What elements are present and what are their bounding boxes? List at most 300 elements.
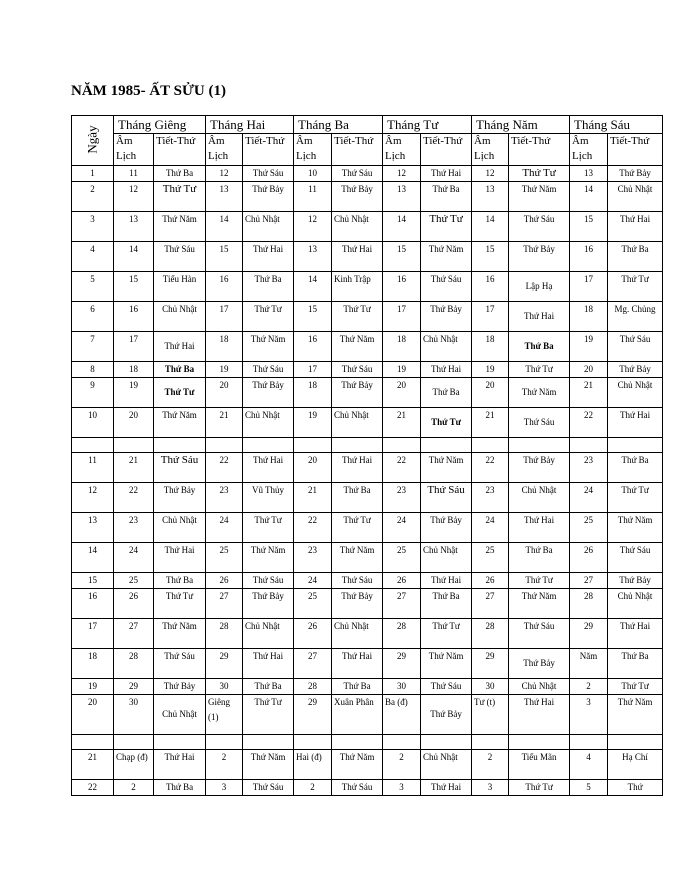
empty-cell (72, 438, 114, 453)
weekday-cell: Thứ Ba (421, 182, 472, 212)
empty-cell (570, 735, 608, 750)
lunar-date-cell: 25 (383, 543, 421, 573)
lunar-date-cell: 28 (472, 619, 509, 649)
lunar-date-cell: 22 (206, 453, 243, 483)
day-cell: 19 (72, 679, 114, 695)
weekday-cell: Thứ Sáu (154, 649, 206, 679)
weekday-cell: Thứ Tư (509, 573, 570, 589)
lunar-date-cell: 21 (114, 453, 154, 483)
lunar-date-cell: 14 (114, 242, 154, 272)
lunar-date-cell: 17 (294, 362, 332, 378)
lunar-date-cell: Tư (t) (472, 695, 509, 735)
lunar-date-cell: 15 (114, 272, 154, 302)
weekday-cell: Chủ Nhật (154, 513, 206, 543)
day-cell: 8 (72, 362, 114, 378)
weekday-cell: Thứ Tư (509, 166, 570, 182)
weekday-cell: Thứ (608, 780, 663, 796)
weekday-cell: Tiểu Hàn (154, 272, 206, 302)
weekday-cell: Thứ Bảy (243, 182, 294, 212)
empty-cell (154, 735, 206, 750)
weekday-cell: Thứ Hai (421, 573, 472, 589)
weekday-cell: Thứ Ba (421, 589, 472, 619)
table-row (72, 619, 663, 649)
weekday-cell: Thứ Hai (243, 453, 294, 483)
weekday-cell: Thứ Ba (154, 780, 206, 796)
day-cell: 10 (72, 408, 114, 438)
lunar-date-cell: 10 (294, 166, 332, 182)
weekday-cell: Thứ Bảy (608, 166, 663, 182)
day-cell: 4 (72, 242, 114, 272)
lunar-date-cell: 19 (570, 332, 608, 362)
empty-cell (114, 438, 154, 453)
weekday-cell: Xuân Phân (332, 695, 383, 735)
lunar-date-cell: 28 (206, 619, 243, 649)
weekday-cell: Thứ Tư (608, 483, 663, 513)
month-header: Tháng Năm (472, 116, 570, 134)
lunar-date-cell: 11 (294, 182, 332, 212)
lunar-date-cell: 2 (114, 780, 154, 796)
weekday-cell: Thứ Bảy (332, 589, 383, 619)
lunar-date-cell: 30 (114, 695, 154, 735)
lunar-date-cell: 16 (114, 302, 154, 332)
lunar-date-cell: 17 (570, 272, 608, 302)
weekday-cell: Thứ Sáu (421, 483, 472, 513)
weekday-cell: Thứ Bảy (332, 378, 383, 408)
weekday-cell: Chủ Nhật (421, 543, 472, 573)
empty-cell (509, 438, 570, 453)
table-row (72, 272, 663, 302)
lunar-date-cell: 13 (206, 182, 243, 212)
lunar-calendar-table (71, 115, 663, 796)
table-row (72, 212, 663, 242)
lunar-date-cell: 24 (570, 483, 608, 513)
table-row (72, 649, 663, 679)
weekday-cell: Thứ Năm (509, 182, 570, 212)
lunar-date-cell: 19 (472, 362, 509, 378)
empty-cell (608, 735, 663, 750)
lunar-date-cell: 24 (206, 513, 243, 543)
day-cell: 3 (72, 212, 114, 242)
table-row (72, 750, 663, 780)
table-row (72, 182, 663, 212)
weekday-cell: Thứ Năm (608, 513, 663, 543)
weekday-cell: Thứ Năm (608, 695, 663, 735)
weekday-cell: Mg. Chủng (608, 302, 663, 332)
weekday-cell: Thứ Sáu (608, 332, 663, 362)
empty-cell (509, 735, 570, 750)
weekday-cell: Thứ Tư (243, 302, 294, 332)
am-lich-header: Âm Lịch (206, 134, 243, 166)
lunar-date-cell: 30 (472, 679, 509, 695)
lunar-date-cell: 20 (472, 378, 509, 408)
lunar-date-cell: 24 (294, 573, 332, 589)
weekday-cell: Thứ Ba (154, 362, 206, 378)
lunar-date-cell: 27 (472, 589, 509, 619)
empty-cell (243, 735, 294, 750)
lunar-date-cell: 28 (383, 619, 421, 649)
empty-cell (332, 438, 383, 453)
lunar-date-cell: 21 (383, 408, 421, 438)
lunar-date-cell: 13 (114, 212, 154, 242)
weekday-cell: Thứ Ba (421, 378, 472, 408)
weekday-cell: Chủ Nhật (608, 378, 663, 408)
table-row (72, 483, 663, 513)
lunar-date-cell: 28 (114, 649, 154, 679)
day-cell: 9 (72, 378, 114, 408)
weekday-cell: Chủ Nhật (243, 212, 294, 242)
weekday-cell: Thứ Ba (608, 649, 663, 679)
lunar-date-cell: 15 (383, 242, 421, 272)
lunar-date-cell: 13 (383, 182, 421, 212)
day-cell: 2 (72, 182, 114, 212)
weekday-cell: Thứ Năm (154, 408, 206, 438)
weekday-cell: Thứ Hai (332, 453, 383, 483)
table-row (72, 573, 663, 589)
table-row (72, 543, 663, 573)
lunar-date-cell: 12 (114, 182, 154, 212)
lunar-date-cell: 29 (383, 649, 421, 679)
lunar-date-cell: 17 (206, 302, 243, 332)
lunar-date-cell: 30 (383, 679, 421, 695)
table-row (72, 695, 663, 735)
lunar-date-cell: Hai (đ) (294, 750, 332, 780)
lunar-date-cell: 21 (472, 408, 509, 438)
weekday-cell: Tiểu Mãn (509, 750, 570, 780)
weekday-cell: Thứ Bảy (243, 589, 294, 619)
weekday-cell: Thứ Sáu (509, 408, 570, 438)
lunar-date-cell: Giêng (1) (206, 695, 243, 735)
weekday-cell: Thứ Tư (608, 272, 663, 302)
table-row (72, 166, 663, 182)
lunar-date-cell: 28 (570, 589, 608, 619)
table-row (72, 332, 663, 362)
weekday-cell: Thứ Hai (243, 649, 294, 679)
empty-cell (383, 438, 421, 453)
weekday-cell: Thứ Tư (154, 589, 206, 619)
lunar-date-cell: 30 (206, 679, 243, 695)
month-header: Tháng Giêng (114, 116, 206, 134)
weekday-cell: Thứ Hai (332, 242, 383, 272)
lunar-date-cell: 23 (570, 453, 608, 483)
weekday-cell: Chủ Nhật (243, 619, 294, 649)
weekday-cell: Thứ Sáu (154, 242, 206, 272)
weekday-cell: Thứ Tư (421, 212, 472, 242)
weekday-cell: Thứ Sáu (509, 212, 570, 242)
weekday-cell: Thứ Ba (243, 272, 294, 302)
lunar-date-cell: 20 (383, 378, 421, 408)
table-row (72, 378, 663, 408)
weekday-cell: Thứ Hai (608, 619, 663, 649)
lunar-date-cell: 20 (206, 378, 243, 408)
weekday-cell: Thứ Sáu (243, 780, 294, 796)
lunar-date-cell: 24 (114, 543, 154, 573)
lunar-date-cell: 12 (472, 166, 509, 182)
weekday-cell: Thứ Sáu (332, 780, 383, 796)
day-cell: 17 (72, 619, 114, 649)
lunar-date-cell: 13 (472, 182, 509, 212)
weekday-cell: Thứ Bảy (608, 573, 663, 589)
empty-cell (608, 438, 663, 453)
lunar-date-cell: 27 (114, 619, 154, 649)
weekday-cell: Thứ Bảy (332, 182, 383, 212)
lunar-date-cell: 26 (206, 573, 243, 589)
lunar-date-cell: 16 (206, 272, 243, 302)
lunar-date-cell: 25 (114, 573, 154, 589)
empty-cell (72, 735, 114, 750)
empty-cell (294, 438, 332, 453)
lunar-date-cell: 3 (206, 780, 243, 796)
weekday-cell: Thứ Năm (421, 649, 472, 679)
weekday-cell: Thứ Ba (332, 679, 383, 695)
lunar-date-cell: Năm (570, 649, 608, 679)
weekday-cell: Thứ Hai (421, 780, 472, 796)
lunar-date-cell: 27 (383, 589, 421, 619)
weekday-cell: Chủ Nhật (509, 679, 570, 695)
weekday-cell: Chủ Nhật (243, 408, 294, 438)
weekday-cell: Chủ Nhật (154, 302, 206, 332)
am-lich-header: Âm Lịch (294, 134, 332, 166)
day-cell: 1 (72, 166, 114, 182)
weekday-cell: Thứ Bảy (421, 513, 472, 543)
weekday-cell: Thứ Tư (421, 619, 472, 649)
lunar-date-cell: 12 (206, 166, 243, 182)
lunar-date-cell: 14 (570, 182, 608, 212)
weekday-cell: Thứ Tư (332, 513, 383, 543)
weekday-cell: Chủ Nhật (421, 750, 472, 780)
lunar-date-cell: 16 (570, 242, 608, 272)
lunar-date-cell: 13 (570, 166, 608, 182)
weekday-cell: Thứ Năm (332, 332, 383, 362)
weekday-cell: Thứ Hai (509, 302, 570, 332)
lunar-date-cell: 25 (206, 543, 243, 573)
weekday-cell: Thứ Hai (154, 332, 206, 362)
empty-cell (294, 735, 332, 750)
lunar-date-cell: 26 (472, 573, 509, 589)
lunar-date-cell: 3 (570, 695, 608, 735)
lunar-date-cell: Chạp (đ) (114, 750, 154, 780)
weekday-cell: Vũ Thủy (243, 483, 294, 513)
weekday-cell: Thứ Sáu (332, 166, 383, 182)
weekday-cell: Chủ Nhật (332, 408, 383, 438)
day-cell: 18 (72, 649, 114, 679)
weekday-cell: Thứ Năm (421, 453, 472, 483)
empty-cell (206, 438, 243, 453)
weekday-cell: Lập Hạ (509, 272, 570, 302)
weekday-cell: Thứ Hai (154, 543, 206, 573)
tiet-thu-header: Tiết-Thứ (421, 134, 472, 166)
empty-cell (114, 735, 154, 750)
table-row (72, 679, 663, 695)
weekday-cell: Thứ Tư (608, 679, 663, 695)
day-cell: 5 (72, 272, 114, 302)
lunar-date-cell: 23 (114, 513, 154, 543)
weekday-cell: Thứ Sáu (421, 272, 472, 302)
lunar-date-cell: 14 (206, 212, 243, 242)
empty-cell (154, 438, 206, 453)
lunar-date-cell: 15 (472, 242, 509, 272)
weekday-cell: Thứ Năm (154, 619, 206, 649)
weekday-cell: Kinh Trập (332, 272, 383, 302)
lunar-date-cell: 16 (472, 272, 509, 302)
weekday-cell: Chủ Nhật (421, 332, 472, 362)
lunar-date-cell: 22 (570, 408, 608, 438)
month-header: Tháng Hai (206, 116, 294, 134)
lunar-date-cell: 2 (570, 679, 608, 695)
lunar-date-cell: 27 (294, 649, 332, 679)
weekday-cell: Thứ Tư (509, 780, 570, 796)
weekday-cell: Thứ Hai (608, 212, 663, 242)
lunar-date-cell: 29 (206, 649, 243, 679)
lunar-date-cell: 15 (294, 302, 332, 332)
tiet-thu-header: Tiết-Thứ (509, 134, 570, 166)
weekday-cell: Thứ Bảy (509, 453, 570, 483)
empty-cell (421, 438, 472, 453)
lunar-date-cell: 21 (570, 378, 608, 408)
weekday-cell: Thứ Năm (243, 543, 294, 573)
lunar-date-cell: 17 (383, 302, 421, 332)
weekday-cell: Thứ Bảy (421, 302, 472, 332)
weekday-cell: Thứ Ba (243, 679, 294, 695)
weekday-cell: Thứ Bảy (154, 679, 206, 695)
table-row (72, 242, 663, 272)
lunar-date-cell: 22 (114, 483, 154, 513)
lunar-date-cell: 27 (206, 589, 243, 619)
month-header: Tháng Tư (383, 116, 472, 134)
table-row (72, 408, 663, 438)
day-cell: 11 (72, 453, 114, 483)
day-cell: 14 (72, 543, 114, 573)
weekday-cell: Chủ Nhật (608, 182, 663, 212)
spacer-row (72, 438, 663, 453)
lunar-date-cell: 26 (383, 573, 421, 589)
weekday-cell: Thứ Sáu (421, 679, 472, 695)
lunar-date-cell: 23 (472, 483, 509, 513)
lunar-date-cell: 21 (294, 483, 332, 513)
weekday-cell: Thứ Ba (332, 483, 383, 513)
day-cell: 6 (72, 302, 114, 332)
weekday-cell: Thứ Sáu (243, 362, 294, 378)
weekday-cell: Chủ Nhật (608, 589, 663, 619)
lunar-date-cell: 21 (206, 408, 243, 438)
month-header: Tháng Sáu (570, 116, 663, 134)
tiet-thu-header: Tiết-Thứ (332, 134, 383, 166)
weekday-cell: Thứ Sáu (154, 453, 206, 483)
weekday-cell: Thứ Tư (154, 378, 206, 408)
empty-cell (472, 735, 509, 750)
weekday-cell: Thứ Năm (421, 242, 472, 272)
weekday-cell: Thứ Tư (243, 695, 294, 735)
day-cell: 22 (72, 780, 114, 796)
day-cell: 15 (72, 573, 114, 589)
lunar-date-cell: 23 (206, 483, 243, 513)
weekday-cell: Thứ Sáu (243, 166, 294, 182)
weekday-cell: Thứ Hai (509, 695, 570, 735)
lunar-date-cell: 25 (472, 543, 509, 573)
weekday-cell: Thứ Ba (154, 573, 206, 589)
day-cell: 7 (72, 332, 114, 362)
lunar-date-cell: 16 (383, 272, 421, 302)
lunar-date-cell: 19 (114, 378, 154, 408)
lunar-date-cell: 27 (570, 573, 608, 589)
tiet-thu-header: Tiết-Thứ (608, 134, 663, 166)
weekday-cell: Thứ Ba (608, 453, 663, 483)
lunar-date-cell: 2 (294, 780, 332, 796)
lunar-date-cell: 22 (294, 513, 332, 543)
weekday-cell: Thứ Năm (154, 212, 206, 242)
tiet-thu-header: Tiết-Thứ (154, 134, 206, 166)
ngay-header: Ngày (72, 116, 114, 166)
lunar-date-cell: 11 (114, 166, 154, 182)
lunar-date-cell: 13 (294, 242, 332, 272)
weekday-cell: Hạ Chí (608, 750, 663, 780)
lunar-date-cell: 22 (472, 453, 509, 483)
weekday-cell: Thứ Sáu (332, 573, 383, 589)
spacer-row (72, 735, 663, 750)
lunar-date-cell: 4 (570, 750, 608, 780)
lunar-date-cell: 18 (206, 332, 243, 362)
lunar-date-cell: 18 (472, 332, 509, 362)
weekday-cell: Chủ Nhật (509, 483, 570, 513)
lunar-date-cell: 3 (383, 780, 421, 796)
weekday-cell: Thứ Ba (509, 332, 570, 362)
lunar-date-cell: 29 (294, 695, 332, 735)
weekday-cell: Thứ Bảy (509, 242, 570, 272)
weekday-cell: Thứ Bảy (243, 378, 294, 408)
weekday-cell: Thứ Hai (243, 242, 294, 272)
weekday-cell: Chủ Nhật (332, 212, 383, 242)
weekday-cell: Thứ Tư (421, 408, 472, 438)
lunar-date-cell: 26 (114, 589, 154, 619)
weekday-cell: Thứ Ba (509, 543, 570, 573)
lunar-date-cell: 17 (472, 302, 509, 332)
weekday-cell: Thứ Năm (509, 378, 570, 408)
weekday-cell: Chủ Nhật (332, 619, 383, 649)
weekday-cell: Thứ Năm (243, 750, 294, 780)
lunar-date-cell: 23 (383, 483, 421, 513)
lunar-date-cell: 23 (294, 543, 332, 573)
weekday-cell: Thứ Năm (509, 589, 570, 619)
weekday-cell: Thứ Ba (154, 166, 206, 182)
lunar-date-cell: 18 (114, 362, 154, 378)
empty-cell (206, 735, 243, 750)
weekday-cell: Thứ Bảy (608, 362, 663, 378)
lunar-date-cell: 20 (570, 362, 608, 378)
weekday-cell: Thứ Sáu (509, 619, 570, 649)
weekday-cell: Thứ Bảy (421, 695, 472, 735)
lunar-date-cell: 25 (294, 589, 332, 619)
empty-cell (570, 438, 608, 453)
table-row (72, 453, 663, 483)
weekday-cell: Thứ Sáu (608, 543, 663, 573)
weekday-cell: Thứ Tư (332, 302, 383, 332)
lunar-date-cell: 22 (383, 453, 421, 483)
lunar-date-cell: 29 (114, 679, 154, 695)
lunar-date-cell: 19 (294, 408, 332, 438)
am-lich-header: Âm Lịch (383, 134, 421, 166)
table-row (72, 780, 663, 796)
page-title: NĂM 1985- ẤT SỬU (1) (71, 83, 226, 99)
table-row (72, 362, 663, 378)
lunar-date-cell: 3 (472, 780, 509, 796)
weekday-cell: Thứ Tư (154, 182, 206, 212)
lunar-date-cell: 18 (294, 378, 332, 408)
empty-cell (243, 438, 294, 453)
lunar-date-cell: 28 (294, 679, 332, 695)
day-cell: 12 (72, 483, 114, 513)
table-row (72, 589, 663, 619)
lunar-date-cell: 2 (206, 750, 243, 780)
lunar-date-cell: 14 (294, 272, 332, 302)
